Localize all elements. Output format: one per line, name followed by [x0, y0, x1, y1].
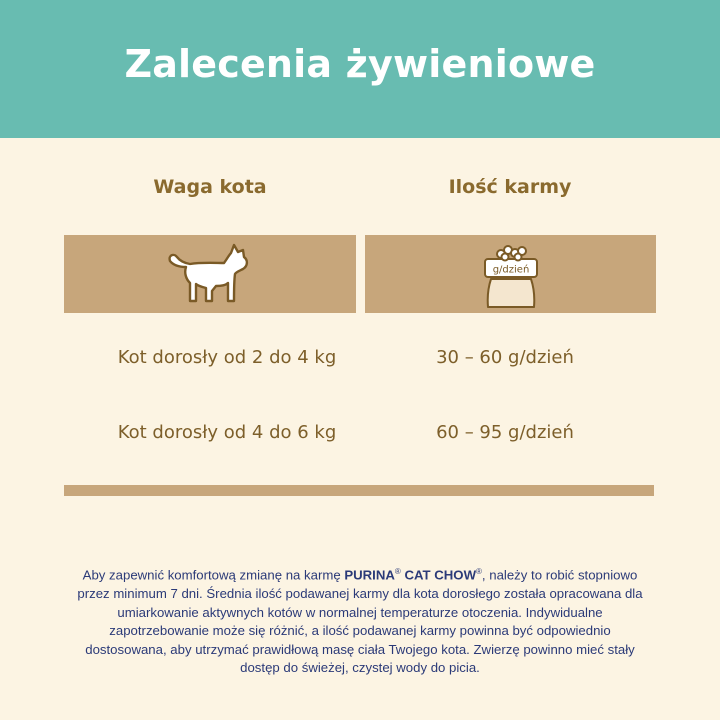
weight-row-1: Kot dorosły od 2 do 4 kg	[117, 347, 337, 368]
table-bottom-rule	[64, 485, 654, 496]
weight-row-2: Kot dorosły od 4 do 6 kg	[117, 422, 337, 443]
header-banner	[0, 0, 720, 138]
amount-icon-band	[365, 235, 656, 313]
food-bowl-icon	[481, 237, 541, 311]
note-body: , należy to robić stopniowo przez minimum 7 dni. Średnia ilość podawanej karmy dla kota dorosłego została opracowana dla umiarkowanie aktywnych kotów w normalnej temperaturze otoczenia. Indywidualne zapotrzebowanie może się różnić, a ilość podawanej karmy powinna być odpowiednio dostosowana, aby utrzymać prawidłową masę ciała Twojego kota. Zwierzę powinno mieć stały dostęp do świeżej, czystej wody do picia.	[77, 567, 643, 676]
registered-mark-2: ®	[476, 567, 482, 576]
bowl-label: g/dzień	[492, 264, 529, 276]
amount-row-2: 60 – 95 g/dzień	[436, 422, 574, 443]
page-title: Zalecenia żywieniowe	[124, 42, 596, 86]
note-intro: Aby zapewnić komfortową zmianę na karmę	[82, 567, 345, 583]
registered-mark-1: ®	[394, 567, 401, 576]
brand-cat-chow: CAT CHOW	[400, 567, 477, 583]
feeding-note	[72, 563, 648, 678]
brand-purina: PURINA	[344, 567, 395, 583]
column-header-amount: Ilość karmy	[448, 176, 572, 198]
weight-icon-band	[64, 235, 356, 313]
column-header-weight: Waga kota	[153, 176, 267, 198]
amount-row-1: 30 – 60 g/dzień	[436, 347, 574, 368]
cat-icon	[164, 241, 256, 307]
